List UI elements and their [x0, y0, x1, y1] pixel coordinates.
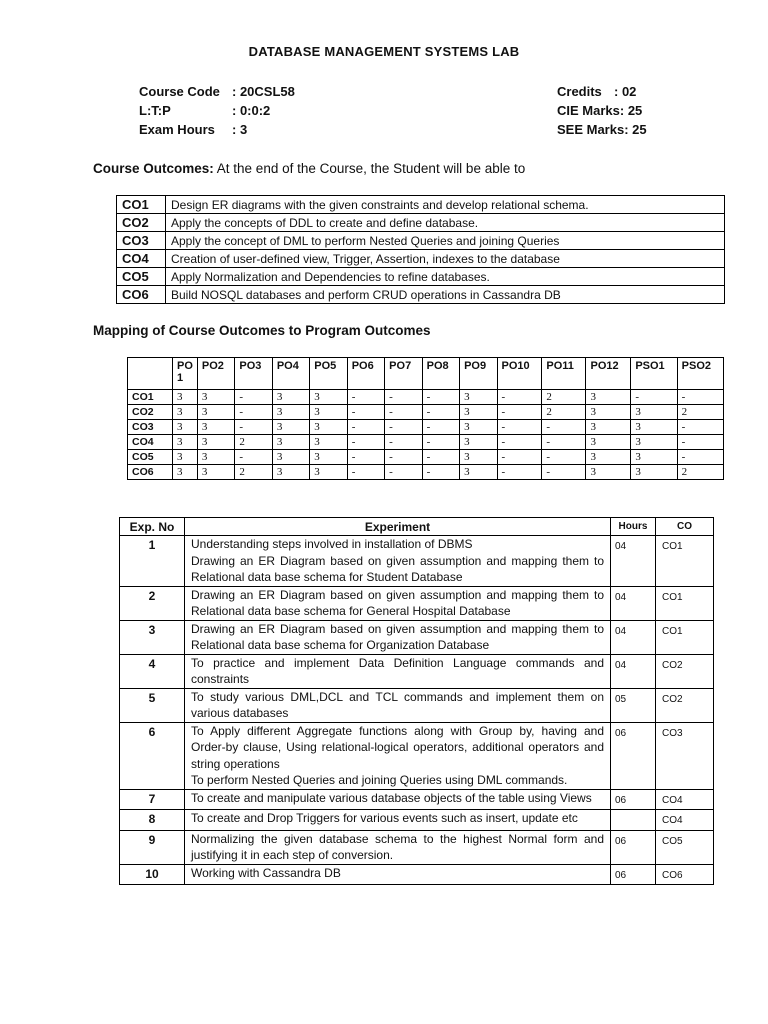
- experiment-line: To create and Drop Triggers for various events such as insert, update etc: [191, 811, 578, 825]
- course-outcomes-heading: [93, 161, 525, 176]
- credits-row: [557, 84, 636, 99]
- experiment-hours: 06: [611, 789, 656, 810]
- exam-hours-row: [139, 122, 247, 137]
- experiment-row: [120, 864, 714, 885]
- mapping-cell: 3: [310, 405, 347, 420]
- experiment-description: [185, 789, 611, 810]
- experiment-line: To study various DML,DCL and TCL commands and implement them on various databases: [191, 689, 604, 720]
- course-outcome-text: Apply the concept of DML to perform Nested Queries and joining Queries: [166, 232, 725, 250]
- mapping-cell: -: [385, 405, 422, 420]
- mapping-cell: 2: [677, 405, 723, 420]
- mapping-header-cell: [128, 358, 173, 390]
- mapping-cell: -: [422, 405, 459, 420]
- experiment-co: CO1: [656, 620, 714, 654]
- course-outcome-row: [117, 214, 725, 232]
- experiment-description: [185, 586, 611, 620]
- cie-marks-value: 25: [627, 103, 643, 118]
- experiment-co: CO4: [656, 810, 714, 831]
- course-outcome-row: [117, 250, 725, 268]
- experiment-line: Drawing an ER Diagram based on given assumption and mapping them to Relational data base schema for Organization Database: [191, 621, 604, 652]
- mapping-row-label: CO3: [128, 420, 173, 435]
- mapping-header-cell: PO3: [235, 358, 272, 390]
- course-outcome-row: [117, 268, 725, 286]
- experiment-hours: 06: [611, 864, 656, 885]
- course-outcomes-table: [116, 195, 725, 304]
- experiment-line: Understanding steps involved in installation of DBMS: [191, 537, 473, 551]
- mapping-cell: 3: [197, 450, 234, 465]
- mapping-cell: 3: [586, 405, 631, 420]
- see-marks-label: SEE Marks:: [557, 122, 629, 137]
- mapping-cell: 3: [586, 450, 631, 465]
- mapping-row-label: CO5: [128, 450, 173, 465]
- mapping-cell: 3: [173, 465, 198, 480]
- experiment-co: CO1: [656, 586, 714, 620]
- mapping-cell: 3: [310, 420, 347, 435]
- experiment-line: To create and manipulate various database objects of the table using Views: [191, 790, 592, 805]
- mapping-cell: -: [497, 450, 542, 465]
- mapping-cell: -: [677, 450, 723, 465]
- experiment-line: Normalizing the given database schema to the highest Normal form and justifying it in each step of conversion.: [191, 831, 604, 862]
- mapping-row: [128, 390, 724, 405]
- mapping-cell: -: [347, 435, 384, 450]
- mapping-header-cell: PO7: [385, 358, 422, 390]
- credits-value: : 02: [614, 84, 637, 99]
- experiment-number: 10: [120, 864, 185, 885]
- experiment-row: [120, 688, 714, 722]
- mapping-cell: 3: [631, 420, 677, 435]
- exam-hours-value: : 3: [232, 122, 248, 137]
- experiment-hours: 04: [611, 586, 656, 620]
- experiment-co: CO5: [656, 830, 714, 864]
- mapping-header-cell: PO4: [272, 358, 309, 390]
- mapping-cell: -: [422, 435, 459, 450]
- exam-hours-label: Exam Hours: [139, 122, 215, 137]
- mapping-cell: -: [542, 435, 586, 450]
- document-title: DATABASE MANAGEMENT SYSTEMS LAB: [248, 44, 520, 59]
- mapping-row-label: CO1: [128, 390, 173, 405]
- mapping-row-label: CO6: [128, 465, 173, 480]
- experiments-table: [119, 517, 714, 885]
- experiment-row: [120, 536, 714, 587]
- mapping-cell: 3: [631, 450, 677, 465]
- experiment-row: [120, 810, 714, 831]
- experiment-co: CO3: [656, 722, 714, 789]
- experiment-number: 9: [120, 830, 185, 864]
- course-code-row: [139, 84, 295, 99]
- mapping-cell: -: [631, 390, 677, 405]
- mapping-cell: 3: [631, 465, 677, 480]
- mapping-cell: -: [497, 435, 542, 450]
- experiment-line: To perform Nested Queries and joining Queries using DML commands.: [191, 773, 568, 787]
- hours-header: Hours: [611, 518, 656, 536]
- mapping-cell: -: [497, 390, 542, 405]
- course-outcome-text: Apply the concepts of DDL to create and define database.: [166, 214, 725, 232]
- course-outcomes-heading-text: At the end of the Course, the Student will be able to: [213, 161, 526, 176]
- mapping-cell: -: [677, 390, 723, 405]
- experiment-line: To practice and implement Data Definition Language commands and constraints: [191, 655, 604, 686]
- mapping-heading: Mapping of Course Outcomes to Program Outcomes: [93, 323, 431, 338]
- mapping-cell: -: [235, 390, 272, 405]
- mapping-cell: -: [385, 435, 422, 450]
- mapping-cell: 3: [197, 435, 234, 450]
- experiment-hours: 04: [611, 620, 656, 654]
- mapping-cell: -: [347, 405, 384, 420]
- mapping-header-cell: PO2: [197, 358, 234, 390]
- mapping-cell: 3: [631, 435, 677, 450]
- course-outcome-row: [117, 232, 725, 250]
- see-marks-value: 25: [632, 122, 647, 137]
- experiment-hours: 06: [611, 830, 656, 864]
- mapping-cell: 2: [677, 465, 723, 480]
- experiment-number: 4: [120, 654, 185, 688]
- experiment-co: CO1: [656, 536, 714, 587]
- experiment-description: [185, 536, 611, 587]
- course-outcome-code: CO1: [117, 196, 166, 214]
- mapping-cell: 3: [460, 450, 497, 465]
- mapping-header-cell: PO12: [586, 358, 631, 390]
- mapping-cell: 3: [272, 405, 309, 420]
- experiment-line: Drawing an ER Diagram based on given assumption and mapping them to Relational data base schema for Student Database: [191, 553, 604, 584]
- co-header: CO: [656, 518, 714, 536]
- mapping-cell: -: [497, 420, 542, 435]
- ltp-label: L:T:P: [139, 103, 171, 118]
- experiment-description: [185, 620, 611, 654]
- mapping-header-cell: PO11: [542, 358, 586, 390]
- mapping-cell: -: [422, 390, 459, 405]
- mapping-cell: 3: [310, 435, 347, 450]
- mapping-row-label: CO4: [128, 435, 173, 450]
- cie-marks-row: [557, 103, 642, 118]
- mapping-cell: -: [235, 450, 272, 465]
- experiment-row: [120, 722, 714, 789]
- experiment-number: 1: [120, 536, 185, 587]
- course-outcome-code: CO5: [117, 268, 166, 286]
- mapping-cell: 3: [173, 435, 198, 450]
- mapping-header-cell: PSO1: [631, 358, 677, 390]
- mapping-cell: -: [677, 420, 723, 435]
- mapping-cell: 3: [586, 390, 631, 405]
- experiment-line: To Apply different Aggregate functions along with Group by, having and Order-by clause, Using relational-logical operators, additional operators and string operations: [191, 723, 604, 771]
- mapping-cell: -: [422, 465, 459, 480]
- experiment-number: 2: [120, 586, 185, 620]
- mapping-header-cell: PO10: [497, 358, 542, 390]
- experiment-line: Drawing an ER Diagram based on given assumption and mapping them to Relational data base schema for General Hospital Database: [191, 587, 604, 618]
- experiment-description: [185, 688, 611, 722]
- co-po-mapping-table: [127, 357, 724, 480]
- mapping-cell: 3: [586, 465, 631, 480]
- mapping-cell: -: [497, 405, 542, 420]
- mapping-cell: 3: [310, 465, 347, 480]
- mapping-cell: 2: [235, 435, 272, 450]
- mapping-cell: 3: [586, 420, 631, 435]
- mapping-cell: -: [385, 450, 422, 465]
- mapping-cell: -: [347, 465, 384, 480]
- mapping-cell: 3: [460, 405, 497, 420]
- mapping-row-label: CO2: [128, 405, 173, 420]
- mapping-header-cell: PO 1: [173, 358, 198, 390]
- experiment-description: [185, 830, 611, 864]
- mapping-header-cell: PO5: [310, 358, 347, 390]
- experiment-hours: 06: [611, 722, 656, 789]
- mapping-cell: 3: [272, 420, 309, 435]
- mapping-cell: 3: [310, 390, 347, 405]
- experiment-number: 7: [120, 789, 185, 810]
- course-code-value: : 20CSL58: [232, 84, 295, 99]
- mapping-cell: 3: [272, 465, 309, 480]
- course-code-label: Course Code: [139, 84, 220, 99]
- mapping-row: [128, 405, 724, 420]
- mapping-row: [128, 420, 724, 435]
- mapping-cell: 3: [197, 465, 234, 480]
- credits-label: Credits: [557, 84, 602, 99]
- experiment-line: Working with Cassandra DB: [191, 865, 341, 880]
- mapping-cell: 3: [197, 405, 234, 420]
- mapping-header-cell: PO6: [347, 358, 384, 390]
- experiment-description: [185, 810, 611, 831]
- mapping-cell: 3: [197, 390, 234, 405]
- experiment-row: [120, 789, 714, 810]
- course-outcome-row: [117, 286, 725, 304]
- course-outcome-text: Design ER diagrams with the given constraints and develop relational schema.: [166, 196, 725, 214]
- course-outcome-code: CO6: [117, 286, 166, 304]
- experiment-hours: 05: [611, 688, 656, 722]
- mapping-cell: -: [385, 390, 422, 405]
- mapping-cell: -: [497, 465, 542, 480]
- mapping-cell: -: [677, 435, 723, 450]
- mapping-cell: 3: [310, 450, 347, 465]
- course-outcome-text: Build NOSQL databases and perform CRUD operations in Cassandra DB: [166, 286, 725, 304]
- course-outcome-code: CO3: [117, 232, 166, 250]
- experiment-co: CO4: [656, 789, 714, 810]
- experiment-description: [185, 654, 611, 688]
- experiment-number: 8: [120, 810, 185, 831]
- experiment-description: [185, 722, 611, 789]
- experiment-co: CO2: [656, 688, 714, 722]
- experiment-number: 6: [120, 722, 185, 789]
- mapping-cell: -: [422, 420, 459, 435]
- mapping-row: [128, 465, 724, 480]
- course-outcome-text: Apply Normalization and Dependencies to refine databases.: [166, 268, 725, 286]
- experiment-row: [120, 654, 714, 688]
- ltp-row: [139, 103, 270, 118]
- mapping-cell: 3: [460, 465, 497, 480]
- mapping-cell: -: [385, 465, 422, 480]
- course-outcome-code: CO2: [117, 214, 166, 232]
- mapping-cell: -: [542, 465, 586, 480]
- mapping-cell: 3: [631, 405, 677, 420]
- mapping-cell: 3: [197, 420, 234, 435]
- mapping-header-cell: PO8: [422, 358, 459, 390]
- course-outcome-code: CO4: [117, 250, 166, 268]
- mapping-cell: -: [347, 450, 384, 465]
- mapping-cell: -: [347, 390, 384, 405]
- experiment-co: CO2: [656, 654, 714, 688]
- mapping-cell: 3: [173, 405, 198, 420]
- mapping-cell: -: [385, 420, 422, 435]
- experiment-hours: 04: [611, 654, 656, 688]
- see-marks-row: [557, 122, 647, 137]
- mapping-cell: 3: [272, 390, 309, 405]
- mapping-cell: 3: [272, 435, 309, 450]
- mapping-cell: -: [235, 420, 272, 435]
- mapping-row: [128, 435, 724, 450]
- mapping-header-cell: PSO2: [677, 358, 723, 390]
- mapping-cell: -: [422, 450, 459, 465]
- mapping-cell: 2: [542, 405, 586, 420]
- mapping-cell: 3: [460, 390, 497, 405]
- course-outcome-row: [117, 196, 725, 214]
- mapping-cell: 3: [586, 435, 631, 450]
- mapping-header-cell: PO9: [460, 358, 497, 390]
- mapping-cell: 3: [173, 450, 198, 465]
- experiment-row: [120, 620, 714, 654]
- mapping-cell: -: [542, 420, 586, 435]
- experiment-co: CO6: [656, 864, 714, 885]
- cie-marks-label: CIE Marks:: [557, 103, 625, 118]
- experiment-row: [120, 830, 714, 864]
- mapping-cell: 3: [460, 435, 497, 450]
- mapping-row: [128, 450, 724, 465]
- course-outcome-text: Creation of user-defined view, Trigger, Assertion, indexes to the database: [166, 250, 725, 268]
- experiment-number: 3: [120, 620, 185, 654]
- mapping-cell: -: [235, 405, 272, 420]
- experiment-row: [120, 586, 714, 620]
- experiment-number: 5: [120, 688, 185, 722]
- mapping-cell: 3: [173, 390, 198, 405]
- experiment-hours: [611, 810, 656, 831]
- mapping-cell: 2: [542, 390, 586, 405]
- mapping-cell: -: [542, 450, 586, 465]
- mapping-cell: 3: [173, 420, 198, 435]
- experiment-hours: 04: [611, 536, 656, 587]
- mapping-cell: 3: [460, 420, 497, 435]
- experiment-header: Experiment: [185, 518, 611, 536]
- mapping-cell: -: [347, 420, 384, 435]
- course-outcomes-heading-bold: Course Outcomes:: [93, 161, 214, 176]
- experiment-description: [185, 864, 611, 885]
- exp-no-header: Exp. No: [120, 518, 185, 536]
- mapping-cell: 2: [235, 465, 272, 480]
- ltp-value: : 0:0:2: [232, 103, 271, 118]
- mapping-cell: 3: [272, 450, 309, 465]
